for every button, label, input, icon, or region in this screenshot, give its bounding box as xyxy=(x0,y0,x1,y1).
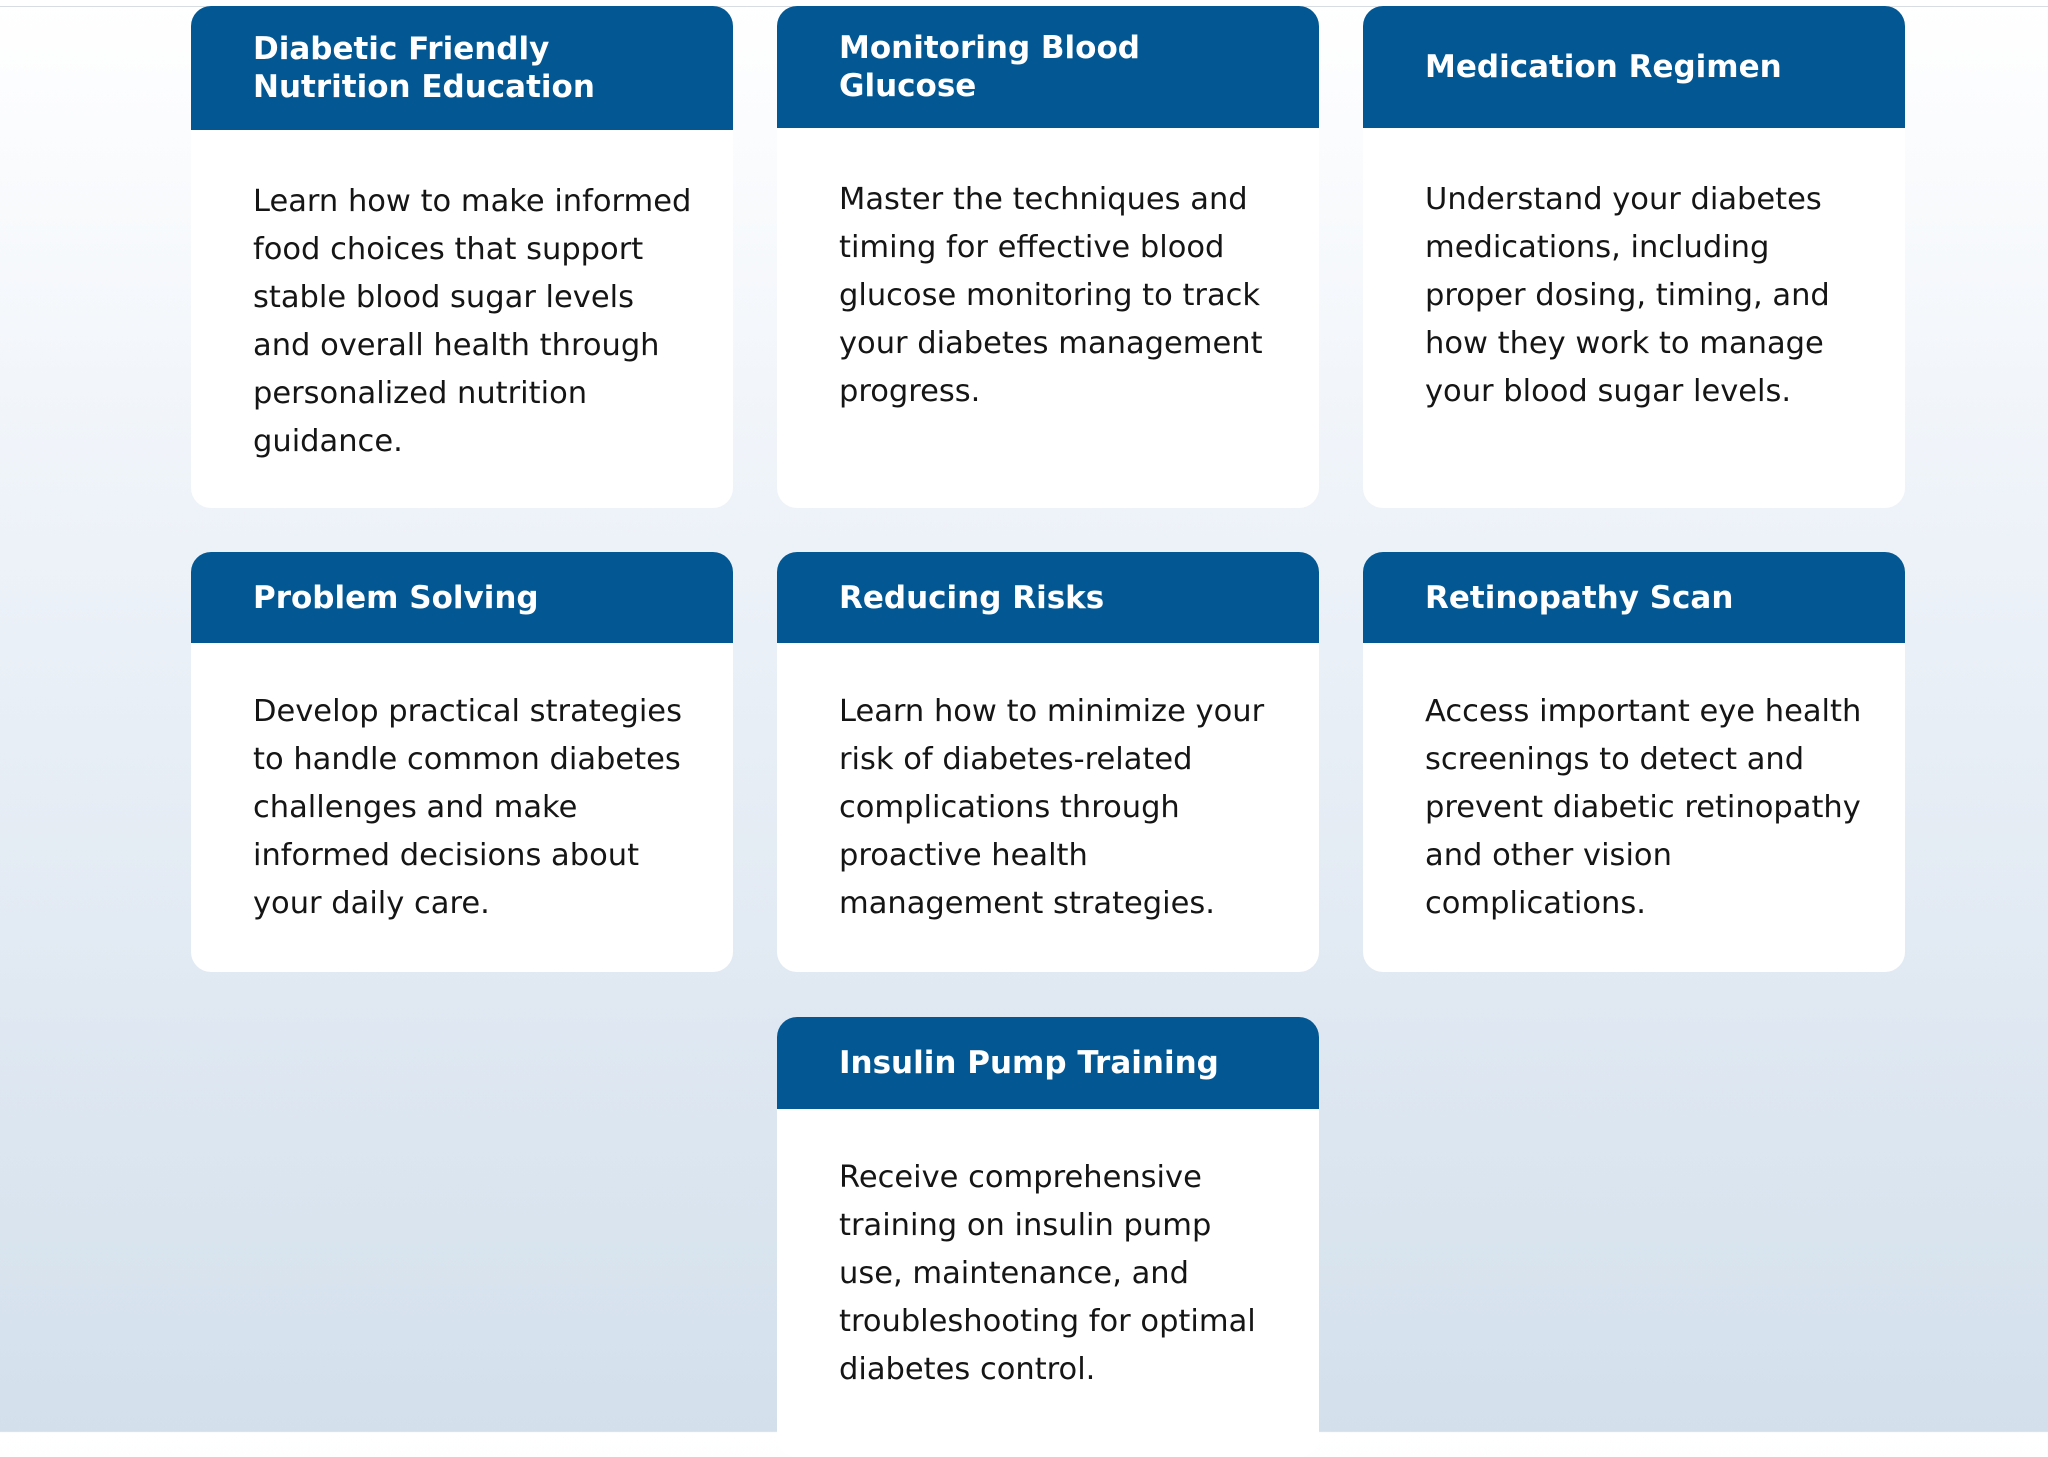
service-card-medication xyxy=(1363,6,1905,508)
service-card-problem-solving xyxy=(191,552,733,972)
card-description: Understand your diabetes medications, including proper dosing, timing, and how they work to manage your blood sugar levels. xyxy=(1425,182,1830,409)
card-title: Problem Solving xyxy=(191,552,733,643)
card-title: Insulin Pump Training xyxy=(777,1017,1319,1109)
service-card-retinopathy xyxy=(1363,552,1905,972)
card-description: Master the techniques and timing for effective blood glucose monitoring to track your diabetes management progress. xyxy=(839,182,1263,409)
card-description: Learn how to make informed food choices that support stable blood sugar levels and overall health through personalized nutrition guidance. xyxy=(253,184,692,459)
card-title: Retinopathy Scan xyxy=(1363,552,1905,643)
service-card-nutrition xyxy=(191,6,733,508)
card-title: Medication Regimen xyxy=(1363,6,1905,128)
service-card-reducing-risks xyxy=(777,552,1319,972)
card-description: Develop practical strategies to handle common diabetes challenges and make informed decisions about your daily care. xyxy=(253,694,682,921)
service-card-blood-glucose xyxy=(777,6,1319,508)
card-description: Learn how to minimize your risk of diabetes-related complications through proactive health management strategies. xyxy=(839,694,1265,921)
card-title: Monitoring Blood Glucose xyxy=(777,6,1319,128)
service-card-insulin-pump xyxy=(777,1017,1319,1457)
card-description: Receive comprehensive training on insulin pump use, maintenance, and troubleshooting for optimal diabetes control. xyxy=(839,1160,1256,1387)
card-title: Reducing Risks xyxy=(777,552,1319,643)
card-title: Diabetic Friendly Nutrition Education xyxy=(191,6,733,130)
card-description: Access important eye health screenings to detect and prevent diabetic retinopathy and other vision complications. xyxy=(1425,694,1862,921)
